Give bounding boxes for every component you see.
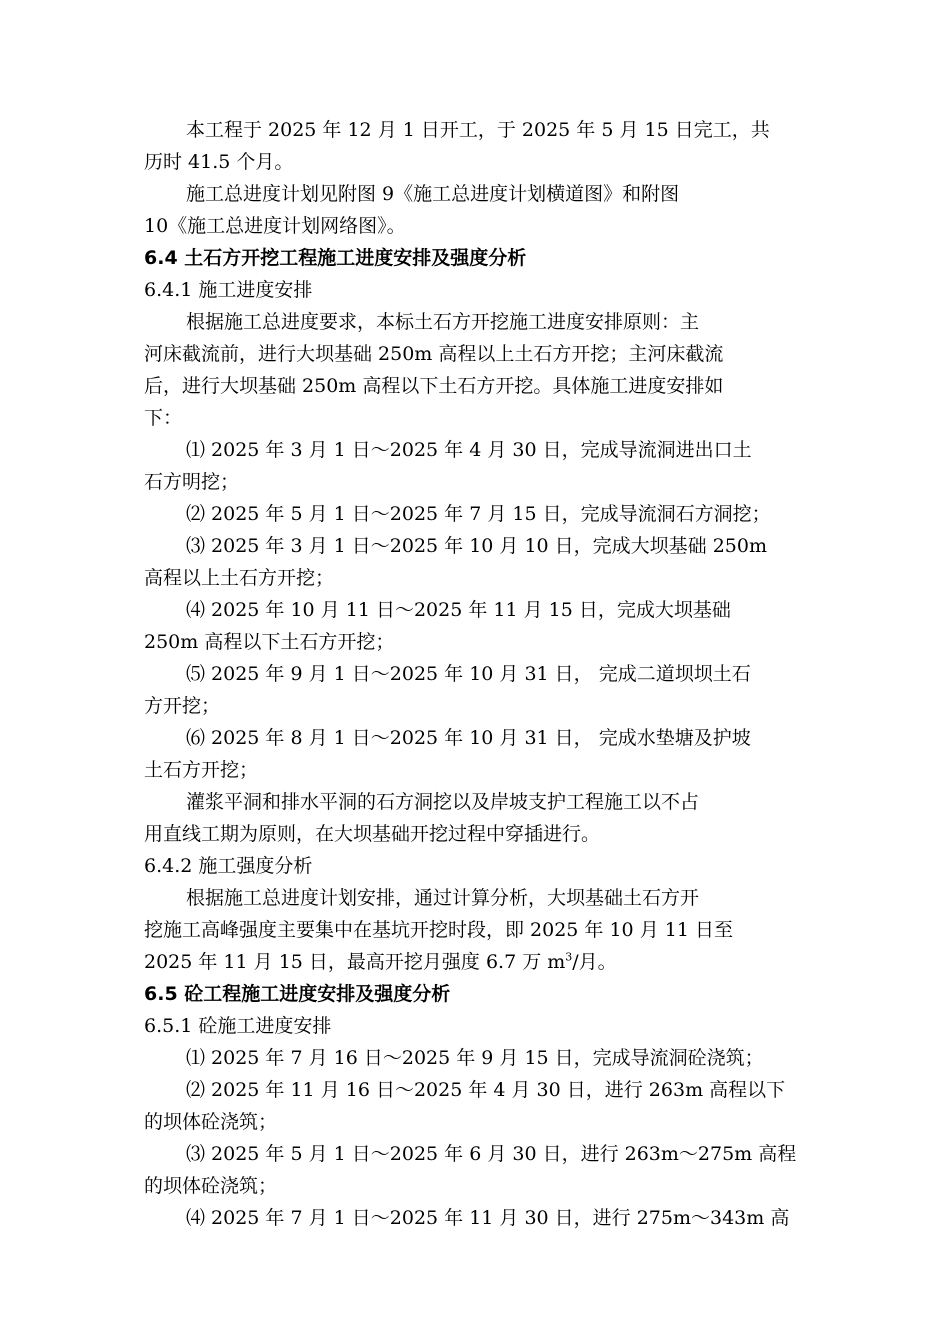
list-item-4-line-2: 250m 高程以下土石方开挖；: [144, 631, 395, 653]
section-heading-6-4: 6.4 土石方开挖工程施工进度安排及强度分析: [144, 247, 527, 269]
paragraph-line: 根据施工总进度计划安排，通过计算分析，大坝基础土石方开: [186, 887, 700, 909]
paragraph-line: 后，进行大坝基础 250m 高程以下土石方开挖。具体施工进度安排如: [144, 375, 724, 397]
intro-paragraph-2-line-2: 10《施工总进度计划网络图》。: [144, 215, 406, 237]
list-item-3-line-1: ⑶ 2025 年 3 月 1 日～2025 年 10 月 10 日，完成大坝基础 250m: [186, 535, 767, 557]
list-item-1-line-1: ⑴ 2025 年 7 月 16 日～2025 年 9 月 15 日，完成导流洞砼浇筑；: [186, 1047, 764, 1069]
intro-paragraph-1-line-2: 历时 41.5 个月。: [144, 151, 294, 173]
list-item-4-line-1: ⑷ 2025 年 10 月 11 日～2025 年 11 月 15 日，完成大坝基础: [186, 599, 731, 621]
list-item-6-line-1: ⑹ 2025 年 8 月 1 日～2025 年 10 月 31 日， 完成水垫塘及护坡: [186, 727, 751, 749]
superscript: 3: [565, 950, 573, 964]
subsection-heading-6-4-1: 6.4.1 施工进度安排: [144, 279, 313, 301]
note-paragraph-line-2: 用直线工期为原则，在大坝基础开挖过程中穿插进行。: [144, 823, 601, 845]
list-item-5-line-2: 方开挖；: [144, 695, 221, 717]
subsection-heading-6-5-1: 6.5.1 砼施工进度安排: [144, 1015, 332, 1037]
list-item-5-line-1: ⑸ 2025 年 9 月 1 日～2025 年 10 月 31 日， 完成二道坝坝土石: [186, 663, 751, 685]
subsection-heading-6-4-2: 6.4.2 施工强度分析: [144, 855, 313, 877]
intro-paragraph-2-line-1: 施工总进度计划见附图 9《施工总进度计划横道图》和附图: [186, 183, 680, 205]
note-paragraph-line-1: 灌浆平洞和排水平洞的石方洞挖以及岸坡支护工程施工以不占: [186, 791, 700, 813]
list-item-2-line-1: ⑵ 2025 年 5 月 1 日～2025 年 7 月 15 日，完成导流洞石方洞挖；: [186, 503, 771, 525]
text-segment: 2025 年 11 月 15 日，最高开挖月强度 6.7 万 m: [144, 951, 566, 973]
list-item-6-line-2: 土石方开挖；: [144, 759, 259, 781]
paragraph-line: 根据施工总进度要求，本标土石方开挖施工进度安排原则：主: [186, 311, 700, 333]
paragraph-line: 挖施工高峰强度主要集中在基坑开挖时段，即 2025 年 10 月 11 日至: [144, 919, 733, 941]
list-item-3-line-2: 高程以上土石方开挖；: [144, 567, 335, 589]
intro-paragraph-1-line-1: 本工程于 2025 年 12 月 1 日开工，于 2025 年 5 月 15 日完工，共: [186, 119, 770, 141]
list-item-1-line-2: 石方明挖；: [144, 471, 240, 493]
list-item-2-line-2: 的坝体砼浇筑；: [144, 1111, 278, 1133]
section-heading-6-5: 6.5 砼工程施工进度安排及强度分析: [144, 983, 451, 1005]
list-item-2-line-1: ⑵ 2025 年 11 月 16 日～2025 年 4 月 30 日，进行 263m 高程以下: [186, 1079, 786, 1101]
paragraph-line: 河床截流前，进行大坝基础 250m 高程以上土石方开挖；主河床截流: [144, 343, 724, 365]
paragraph-line-with-superscript: [144, 946, 808, 978]
paragraph-line: 下：: [144, 407, 183, 429]
list-item-3-line-2: 的坝体砼浇筑；: [144, 1175, 278, 1197]
list-item-3-line-1: ⑶ 2025 年 5 月 1 日～2025 年 6 月 30 日，进行 263m～275m 高程: [186, 1143, 797, 1165]
list-item-1-line-1: ⑴ 2025 年 3 月 1 日～2025 年 4 月 30 日，完成导流洞进出口土: [186, 439, 752, 461]
list-item-4-line-1: ⑷ 2025 年 7 月 1 日～2025 年 11 月 30 日，进行 275m～343m 高: [186, 1207, 790, 1229]
text-segment: /月。: [572, 951, 617, 973]
